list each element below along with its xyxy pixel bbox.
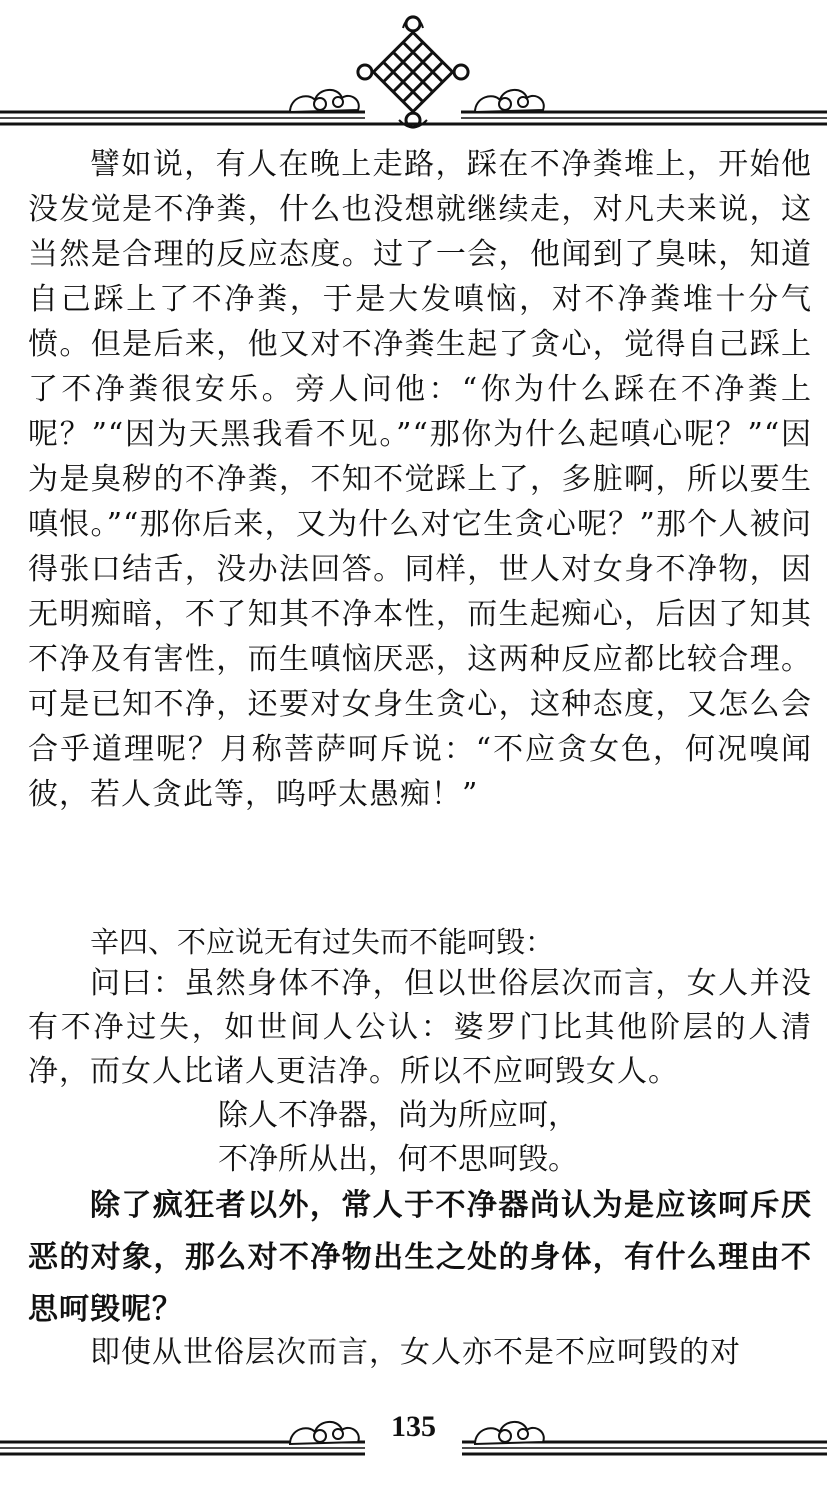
- paragraph-4-text: 即使从世俗层次而言，女人亦不是不应呵毁的对: [90, 1335, 741, 1370]
- page-number: 135: [391, 1410, 436, 1443]
- header-ornament: [0, 0, 827, 140]
- paragraph-3: [28, 1180, 812, 1336]
- paragraph-1: [28, 142, 812, 817]
- auspicious-cloud-icon: [290, 90, 359, 112]
- endless-knot-icon: [355, 14, 471, 130]
- paragraph-1-text: 譬如说，有人在晚上走路，踩在不净粪堆上，开始他没发觉是不净粪，什么也没想就继续走，对凡夫来说，这当然是合理的反应态度。过了一会，他闻到了臭味，知道自己踩上了不净粪，于是大发嗔恼，对不净粪堆十分气愤。但是后来，他又对不净粪生起了贪心，觉得自己踩上了不净粪很安乐。旁人问他：“你为什么踩在不净粪上呢？”“因为天黑我看不见。”“那你为什么起嗔心呢？”“因为是臭秽的不净粪，不知不觉踩上了，多脏啊，所以要生嗔恨。”“那你后来，又为什么对它生贪心呢？”那个人被问得张口结舌，没办法回答。同样，世人对女身不净物，因无明痴暗，不了知其不净本性，而生起痴心，后因了知其不净及有害性，而生嗔恼厌恶，这两种反应都比较合理。可是已知不净，还要对女身生贪心，这种态度，又怎么会合乎道理呢？月称菩萨呵斥说：“不应贪女色，何况嗅闻彼，若人贪此等，呜呼太愚痴！”: [28, 147, 812, 812]
- paragraph-3-text: 除了疯狂者以外，常人于不净器尚认为是应该呵斥厌恶的对象，那么对不净物出生之处的身体，有什么理由不思呵毁呢？: [28, 1188, 812, 1327]
- auspicious-cloud-icon: [475, 90, 544, 112]
- verse-line-2: 不净所从出，何不思呵毁。: [218, 1142, 578, 1177]
- paragraph-2: [28, 962, 812, 1094]
- paragraph-2-text: 问曰：虽然身体不净，但以世俗层次而言，女人并没有不净过失，如世间人公认：婆罗门比其他阶层的人清净，而女人比诸人更洁净。所以不应呵毁女人。: [28, 967, 812, 1088]
- verse-line-1: 除人不净器，尚为所应呵，: [218, 1098, 578, 1133]
- paragraph-4: [28, 1330, 812, 1375]
- section-heading: 辛四、不应说无有过失而不能呵毁：: [90, 925, 555, 959]
